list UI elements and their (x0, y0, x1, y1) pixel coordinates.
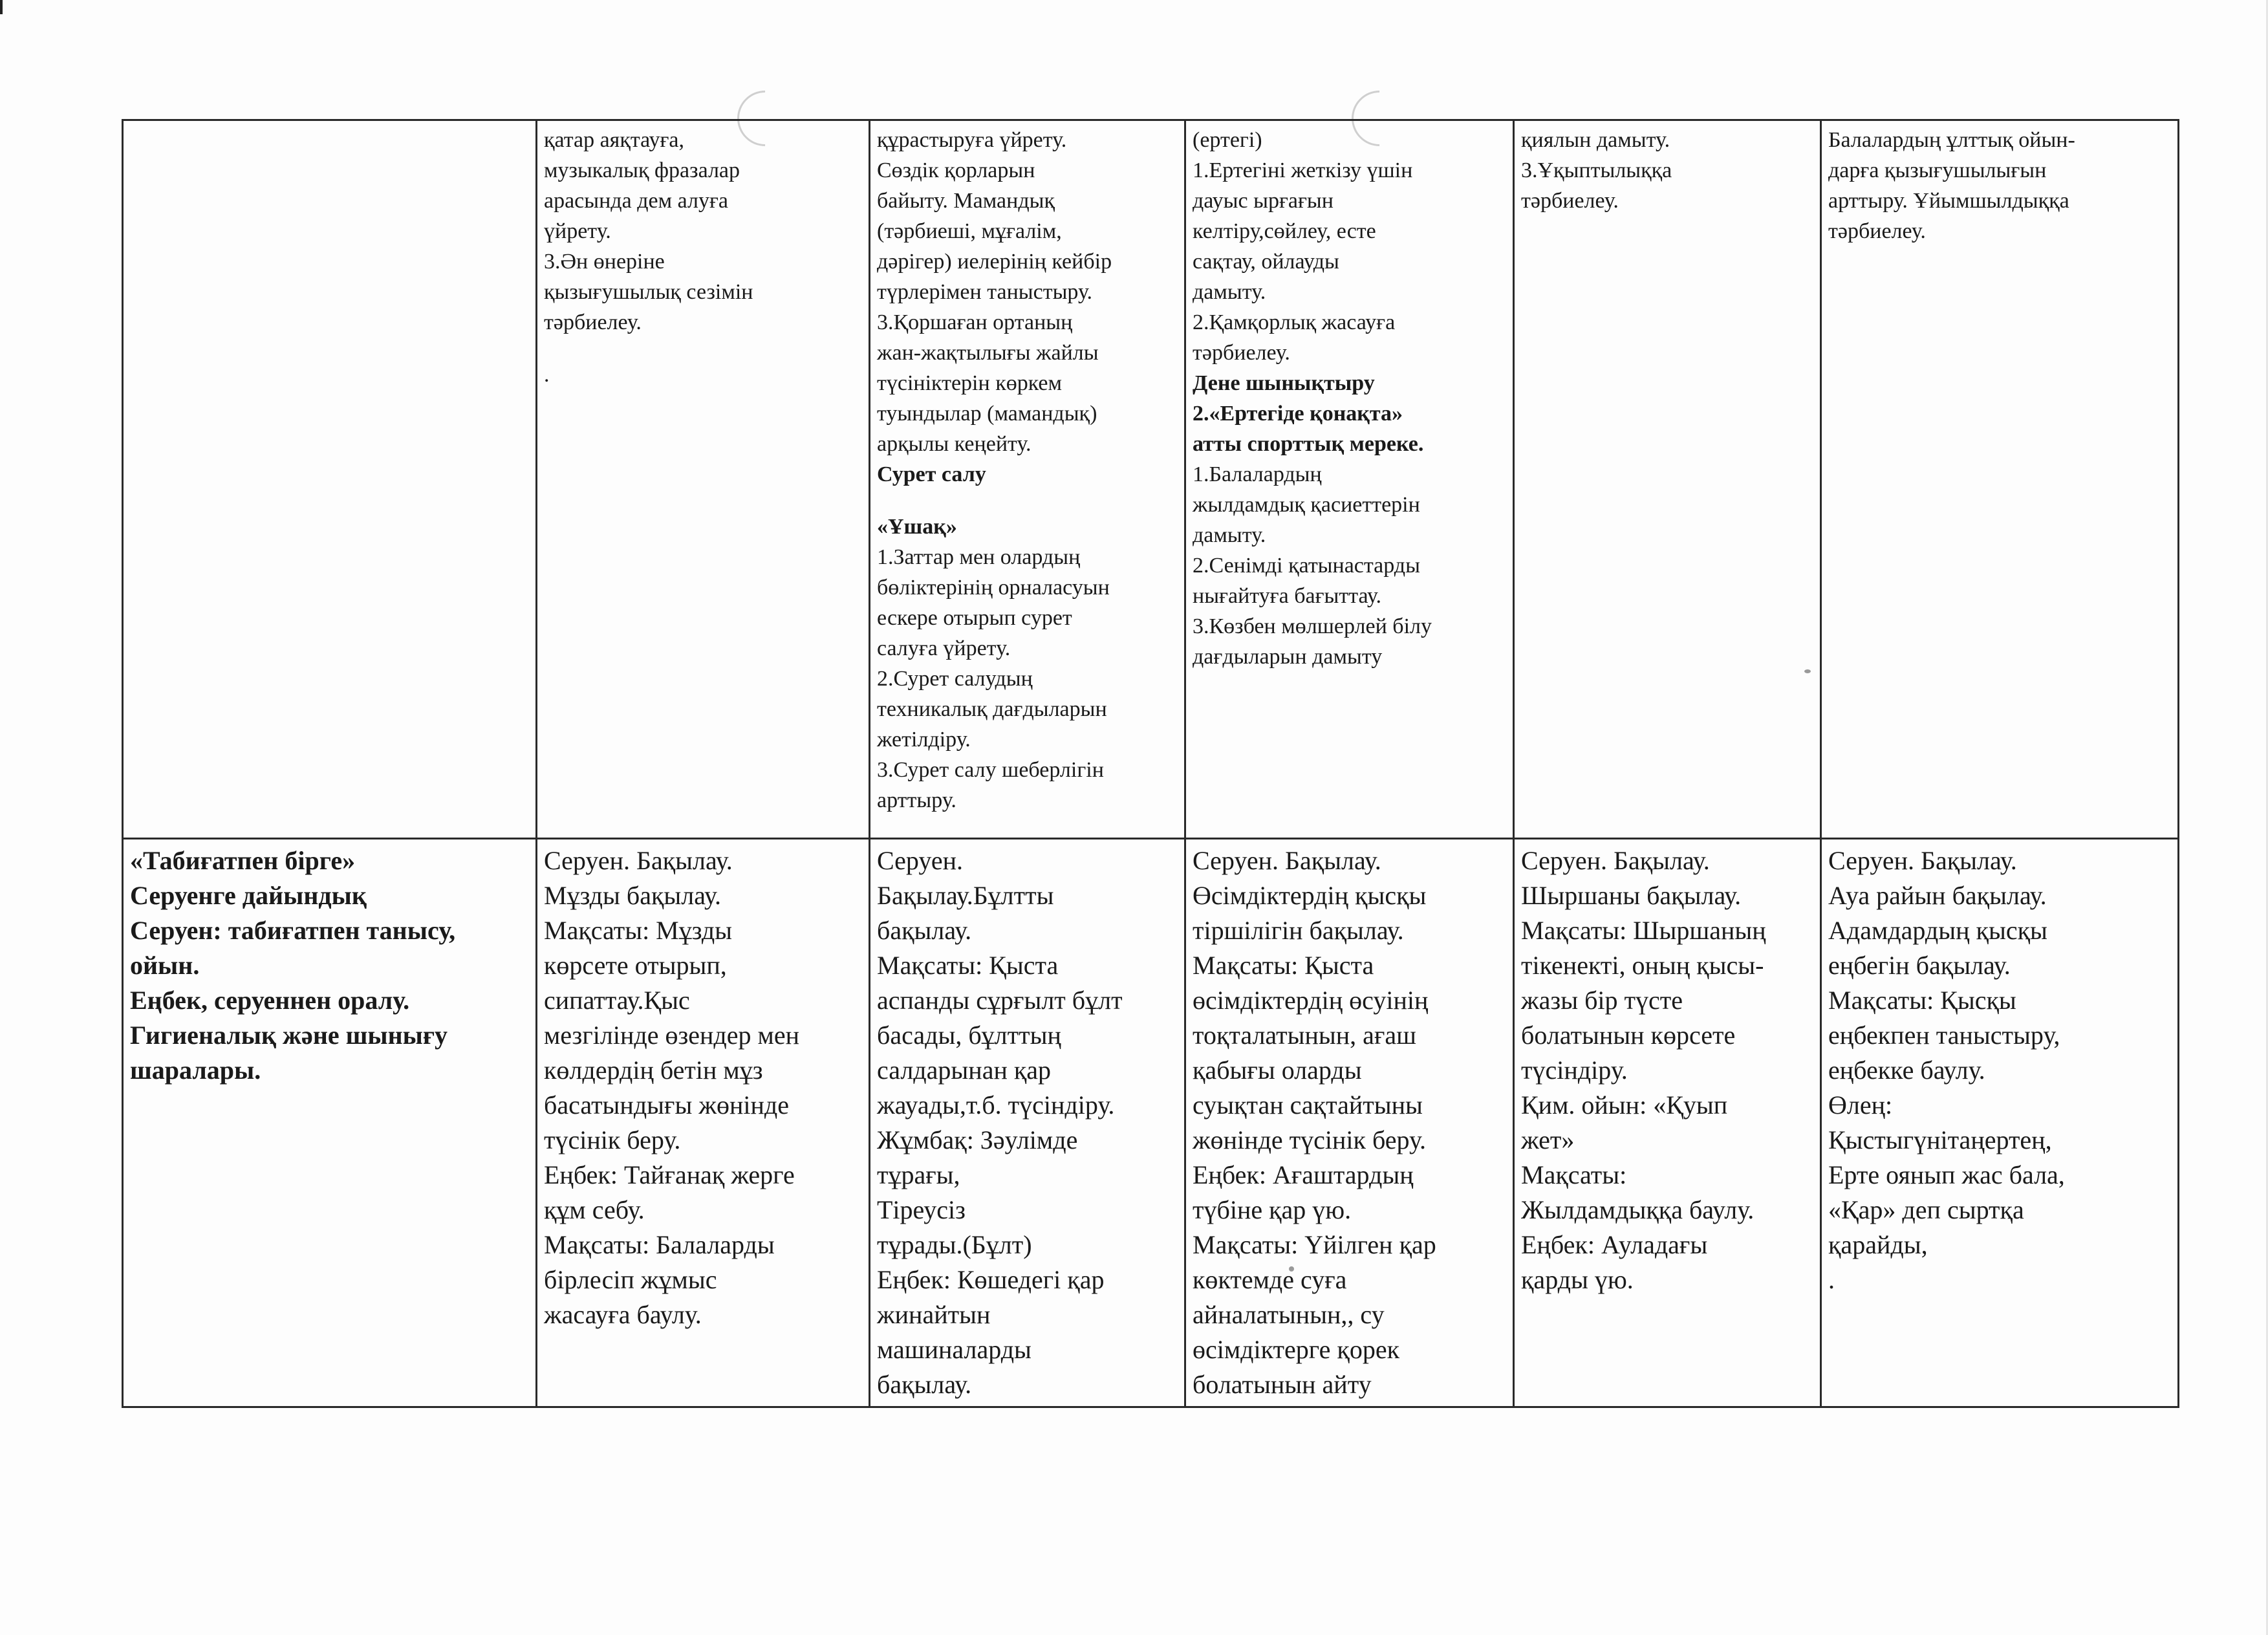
cell-text-line: Қим. ойын: «Қуып (1521, 1090, 1728, 1120)
cell-text-line: Еңбек: Көшедегі қар (877, 1265, 1105, 1294)
table-row-walk (123, 839, 2179, 1407)
row2-col4-cell (1185, 839, 1514, 1407)
row2-col5-cell (1514, 839, 1821, 1407)
cell-text-line: басады, бұлттың (877, 1021, 1061, 1050)
cell-text-line: 1.Ертегіні жеткізу үшін (1193, 158, 1413, 182)
cell-text-line: шаралары. (130, 1056, 261, 1085)
cell-text-line: дамыту. (1193, 523, 1266, 547)
cell-text-line: Мақсаты: Қысқы (1828, 986, 2016, 1015)
cell-text-line: арттыру. (877, 788, 956, 812)
cell-text-line: Серуен. Бақылау. (1193, 846, 1381, 875)
cell-text-line: суықтан сақтайтыны (1193, 1090, 1423, 1120)
cell-text-line: Адамдардың қысқы (1828, 916, 2047, 945)
row1-col3-cell (870, 120, 1185, 839)
cell-text-line: болатынын көрсете (1521, 1021, 1736, 1050)
cell-text-line: «Қар» деп сыртқа (1828, 1195, 2024, 1224)
cell-text-line: Серуен. (877, 846, 964, 875)
cell-text-line: машиналарды (877, 1335, 1031, 1364)
cell-text-line: Мақсаты: Балаларды (544, 1230, 775, 1259)
cell-text-line: (ертегі) (1193, 128, 1262, 152)
cell-text-line: Еңбек: Тайғанақ жерге (544, 1160, 795, 1189)
cell-text-line: . (1828, 1265, 1835, 1294)
cell-text-line: арқылы кеңейту. (877, 432, 1031, 456)
cell-text-line: жылдамдық қасиеттерін (1193, 493, 1420, 517)
cell-text-line: қарайды, (1828, 1230, 1928, 1259)
cell-text-line: 1.Заттар мен олардың (877, 545, 1081, 569)
cell-text-line: қатар аяқтауға, (544, 128, 685, 152)
cell-text-line: салуға үйрету. (877, 636, 1011, 660)
cell-text-line: Өсімдіктердің қысқы (1193, 881, 1427, 910)
cell-text-line: жауады,т.б. түсіндіру. (877, 1090, 1115, 1120)
cell-text-line (877, 490, 1178, 512)
row2-col3-cell (870, 839, 1185, 1407)
cell-text-line: 3.Сурет салу шеберлігін (877, 758, 1104, 782)
cell-text-line: тұрады.(Бұлт) (877, 1230, 1032, 1259)
cell-text-line: бақылау. (877, 1370, 972, 1399)
cell-text-line: Жұмбақ: Зәулімде (877, 1125, 1078, 1154)
cell-text-line: жет» (1521, 1125, 1575, 1154)
cell-text-line: дамыту. (1193, 280, 1266, 304)
cell-text-line: өсімдіктерге қорек (1193, 1335, 1400, 1364)
cell-text-line: басатындығы жөнінде (544, 1090, 790, 1120)
cell-text-line: Сурет салу (877, 462, 986, 486)
row1-col1-cell (123, 120, 537, 839)
cell-text-line: қиялын дамыту. (1521, 128, 1670, 152)
cell-text-line: 2.Қамқорлық жасауға (1193, 310, 1396, 334)
cell-text-line: 1.Балалардың (1193, 462, 1322, 486)
cell-text-line: жасауға баулу. (544, 1300, 702, 1329)
cell-text-line: құрастыруға үйрету. (877, 128, 1067, 152)
row1-col4-cell (1185, 120, 1514, 839)
cell-text-line: ескере отырып сурет (877, 606, 1072, 630)
cell-text-line: ойын. (130, 951, 200, 980)
row2-col1-cell (123, 839, 537, 1407)
cell-text-line: түсініктерін көркем (877, 371, 1062, 395)
cell-text-line: Өлең: (1828, 1090, 1893, 1120)
cell-text-line: . (544, 363, 550, 387)
cell-text-line: аспанды сұрғылт бұлт (877, 986, 1123, 1015)
cell-text-line: сақтау, ойлауды (1193, 250, 1339, 274)
cell-text-line: Мақсаты: Қыста (877, 951, 1059, 980)
cell-text-line: мезгілінде өзендер мен (544, 1021, 799, 1050)
cell-text-line: Тіреусіз (877, 1195, 966, 1224)
cell-text-line: көктемде суға (1193, 1265, 1347, 1294)
scan-corner-mark (0, 0, 3, 14)
cell-text-line: бірлесіп жұмыс (544, 1265, 717, 1294)
cell-text-line: Серуен. Бақылау. (544, 846, 733, 875)
row1-col6-cell (1821, 120, 2179, 839)
table-row-activities (123, 120, 2179, 839)
cell-text-line: 2.«Ертегіде қонақта» (1193, 402, 1403, 426)
cell-text-line: қызығушылық сезімін (544, 280, 753, 304)
cell-text-line: Бақылау.Бұлтты (877, 881, 1054, 910)
cell-text-line: дауыс ырғағын (1193, 189, 1334, 213)
cell-text-line: техникалық дағдыларын (877, 697, 1107, 721)
cell-text-line: Серуен. Бақылау. (1828, 846, 2017, 875)
cell-text-line: тікенекті, оның қысы- (1521, 951, 1764, 980)
cell-text-line: Жылдамдыққа баулу. (1521, 1195, 1755, 1224)
cell-text-line: Гигиеналық және шынығу (130, 1021, 448, 1050)
row2-col2-cell (537, 839, 870, 1407)
row2-col6-cell (1821, 839, 2179, 1407)
cell-text-line: үйрету. (544, 219, 611, 243)
cell-text-line: сипаттау.Қыс (544, 986, 690, 1015)
cell-text-line: нығайтуға бағыттау. (1193, 584, 1381, 608)
cell-text-line: салдарынан қар (877, 1056, 1052, 1085)
cell-text-line: Мұзды бақылау. (544, 881, 721, 910)
cell-text-line: тәрбиелеу. (1521, 189, 1619, 213)
cell-text-line: Еңбек: Ауладағы (1521, 1230, 1708, 1259)
cell-text-line: түсінік беру. (544, 1125, 681, 1154)
cell-text-line: Мақсаты: Қыста (1193, 951, 1374, 980)
cell-text-line: Қыстыгүнітаңертең, (1828, 1125, 2052, 1154)
cell-text-line: 3.Қоршаған ортаның (877, 310, 1073, 334)
cell-text-line: түсіндіру. (1521, 1056, 1628, 1085)
cell-text-line: Еңбек: Ағаштардың (1193, 1160, 1414, 1189)
cell-text-line: еңбекке баулу. (1828, 1056, 1985, 1085)
weekly-plan-table (122, 119, 2179, 1408)
cell-text-line: 2.Сенімді қатынастарды (1193, 554, 1420, 578)
cell-text-line: көрсете отырып, (544, 951, 727, 980)
cell-text-line: еңбегін бақылау. (1828, 951, 2011, 980)
row1-col2-cell (537, 120, 870, 839)
cell-text-line: Серуен. Бақылау. (1521, 846, 1710, 875)
cell-text-line: жинайтын (877, 1300, 991, 1329)
cell-text-line: жөнінде түсінік беру. (1193, 1125, 1427, 1154)
cell-text-line: Балалардың ұлттық ойын- (1828, 128, 2075, 152)
cell-text-line: 3.Ән өнеріне (544, 250, 665, 274)
cell-text-line: (тәрбиеші, мұғалім, (877, 219, 1062, 243)
cell-text-line: тоқталатынын, ағаш (1193, 1021, 1416, 1050)
cell-text-line: «Табиғатпен бірге» (130, 846, 356, 875)
cell-text-line: дағдыларын дамыту (1193, 645, 1383, 669)
cell-text-line: Мақсаты: (1521, 1160, 1627, 1189)
cell-text-line: Ауа райын бақылау. (1828, 881, 2047, 910)
cell-text-line: қарды үю. (1521, 1265, 1634, 1294)
cell-text-line: Ерте оянып жас бала, (1828, 1160, 2065, 1189)
cell-text-line: айналатынын,, су (1193, 1300, 1385, 1329)
cell-text-line: Еңбек, серуеннен оралу. (130, 986, 410, 1015)
cell-text-line: болатынын айту (1193, 1370, 1372, 1399)
cell-text-line: Шыршаны бақылау. (1521, 881, 1742, 910)
cell-text-line: еңбекпен таныстыру, (1828, 1021, 2060, 1050)
cell-text-line: Серуенге дайындық (130, 881, 367, 910)
cell-text-line: тәрбиелеу. (1828, 219, 1926, 243)
cell-text-line: жетілдіру. (877, 728, 971, 752)
cell-text-line: атты спорттық мереке. (1193, 432, 1424, 456)
cell-text-line: Мақсаты: Шыршаның (1521, 916, 1766, 945)
cell-text-line: 2.Сурет салудың (877, 667, 1033, 691)
cell-text-line: арттыру. Ұйымшылдыққа (1828, 189, 2069, 213)
cell-text-line: арасында дем алуға (544, 189, 728, 213)
row1-col5-cell (1514, 120, 1821, 839)
cell-text-line: Мақсаты: Мұзды (544, 916, 733, 945)
cell-text-line: жазы бір түсте (1521, 986, 1683, 1015)
cell-text-line: бөліктерінің орналасуын (877, 576, 1110, 600)
cell-text-line: Мақсаты: Үйілген қар (1193, 1230, 1436, 1259)
cell-text-line: түрлерімен таныстыру. (877, 280, 1093, 304)
cell-text-line: тәрбиелеу. (1193, 341, 1290, 365)
cell-text-line: тіршілігін бақылау. (1193, 916, 1404, 945)
cell-text-line: көлдердің бетін мұз (544, 1056, 763, 1085)
cell-text-line: түбіне қар үю. (1193, 1195, 1352, 1224)
cell-text-line: туындылар (мамандық) (877, 402, 1097, 426)
cell-text-line: дарға қызығушылығын (1828, 158, 2047, 182)
cell-text-line: тәрбиелеу. (544, 310, 642, 334)
cell-text-line: өсімдіктердің өсуінің (1193, 986, 1429, 1015)
cell-text-line: құм себу. (544, 1195, 645, 1224)
cell-text-line: жан-жақтылығы жайлы (877, 341, 1099, 365)
cell-text-line: дәрігер) иелерінің кейбір (877, 250, 1112, 274)
cell-text-line: 3.Көзбен мөлшерлей білу (1193, 614, 1432, 638)
cell-text-line (544, 338, 862, 360)
cell-text-line: байыту. Мамандық (877, 189, 1055, 213)
cell-text-line: келтіру,сөйлеу, есте (1193, 219, 1376, 243)
cell-text-line: қабығы оларды (1193, 1056, 1362, 1085)
cell-text-line: 3.Ұқыптылыққа (1521, 158, 1672, 182)
cell-text-line: Серуен: табиғатпен танысу, (130, 916, 456, 945)
cell-text-line: тұрағы, (877, 1160, 960, 1189)
cell-text-line: Дене шынықтыру (1193, 371, 1375, 395)
cell-text-line: музыкалық фразалар (544, 158, 740, 182)
cell-text-line: Сөздік қорларын (877, 158, 1035, 182)
cell-text-line: «Ұшақ» (877, 515, 957, 539)
cell-text-line: бақылау. (877, 916, 972, 945)
